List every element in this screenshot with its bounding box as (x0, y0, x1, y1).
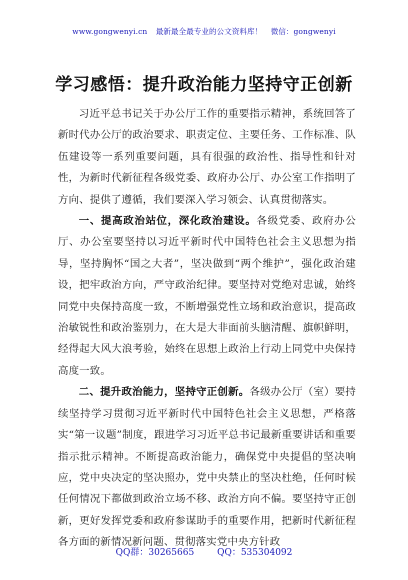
document-body (58, 104, 356, 554)
section-one-heading: 一、提高政治站位，深化政治建设。 (78, 215, 257, 228)
document-title: 学习感悟：提升政治能力坚持守正创新 (55, 75, 353, 95)
site-slogan: 最新最全最专业的公文资料库！ (155, 27, 263, 36)
paragraph-text: 习近平总书记关于办公厅工作的重要指示精神，系统回答了新时代办公厅的政治要求、职责定位、主要任务、工作标准、队伍建设等一系列重要问题，具有很强的政治性、指导性和针对性，为新时代新征程各级党委、政府办公厅、办公室工作指明了方向、提供了遵循，我们要深入学习领会、认真贯彻落实。 (58, 108, 356, 206)
intro-paragraph (58, 104, 356, 211)
qq-contact: QQ：535304092 (217, 548, 293, 558)
paragraph-text: 各级办公厅（室）要持续坚持学习贯彻习近平新时代中国特色社会主义思想，严格落实“第一议题”制度，跟进学习习近平总书记最新重要讲话和重要指示批示精神。不断提高政治能力，确保党中央提倡的坚决响应，党中央决定的坚决照办，党中央禁止的坚决杜绝，任何时候任何情况下都做到政治立场不移、政治方向不偏。要坚持守正创新，更好发挥党委和政府参谋助手的重要作用，把新时代新征程各方面的新情况新问题、贯彻落实党中央方针政 (58, 386, 357, 549)
wechat-contact: 微信：gongwenyi (270, 27, 336, 36)
site-header (0, 26, 408, 37)
contact-footer (0, 545, 408, 558)
site-url[interactable]: www.gongwenyi.cn (72, 27, 148, 36)
qq-group: QQ群：30265665 (115, 548, 195, 558)
section-two-paragraph (58, 382, 356, 553)
paragraph-text: 各级党委、政府办公厅、办公室要坚持以习近平新时代中国特色社会主义思想为指导，坚持胸怀“国之大者”，坚决做到“两个维护”，强化政治建设，把牢政治方向，严守政治纪律。要坚持对党绝对忠诚，始终同党中央保持高度一致，不断增强党性立场和政治意识，提高政治敏锐性和政治鉴别力，在大是大非面前头脑清醒、旗帜鲜明，经得起大风大浪考验，始终在思想上政治上行动上同党中央保持高度一致。 (58, 215, 356, 377)
section-two-heading: 二、提升政治能力，坚持守正创新。 (78, 386, 250, 399)
section-one-paragraph (58, 211, 356, 382)
